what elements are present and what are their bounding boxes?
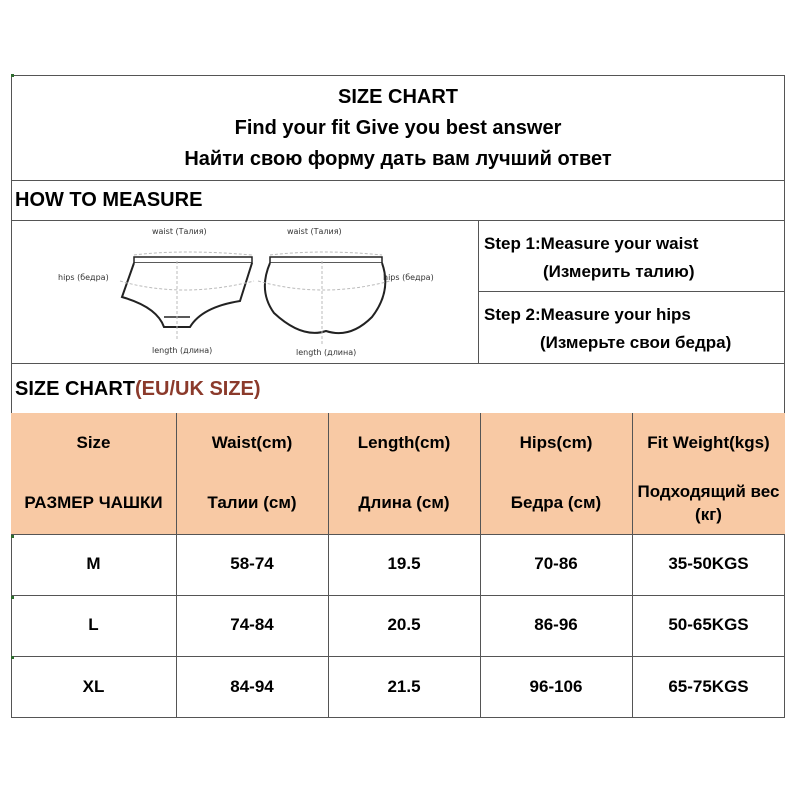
- front-brief-illustration: [120, 252, 254, 339]
- measure-diagram: [12, 221, 477, 362]
- back-brief-illustration: [258, 252, 390, 345]
- front-hips-label: hips (бедра): [58, 273, 109, 282]
- corner-dot: [11, 535, 14, 538]
- step2-en: Step 2:Measure your hips: [484, 305, 691, 324]
- size-table: [11, 413, 785, 718]
- table-header-cell: Hips(cm): [480, 413, 632, 473]
- header-title: SIZE CHART: [338, 86, 458, 108]
- step1-en: Step 1:Measure your waist: [484, 234, 699, 253]
- table-row-divider: [11, 534, 785, 535]
- table-cell: 84-94: [230, 676, 274, 696]
- back-hips-label: hips (бедра): [383, 273, 434, 282]
- table-cell: M: [86, 554, 101, 574]
- divider: [11, 180, 785, 181]
- table-header-cell: РАЗМЕР ЧАШКИ: [11, 473, 176, 534]
- step2-ru: (Измерьте свои бедра): [540, 333, 732, 352]
- table-cell: 21.5: [387, 676, 421, 696]
- step1-ru: (Измерить талию): [543, 262, 695, 281]
- table-header-cell: Fit Weight(kgs): [632, 413, 785, 473]
- table-header-cell: Бедра (см): [480, 473, 632, 534]
- header-block: [11, 75, 785, 180]
- table-header-cell: Длина (см): [328, 473, 480, 534]
- table-cell: 35-50KGS: [668, 554, 749, 574]
- table-column-divider: [176, 413, 177, 718]
- table-header-cell: Талии (см): [176, 473, 328, 534]
- table-cell: 19.5: [387, 554, 421, 574]
- table-cell: 70-86: [534, 554, 578, 574]
- corner-dot: [11, 656, 14, 659]
- front-waist-label: waist (Талия): [152, 227, 207, 236]
- table-cell: L: [88, 615, 99, 635]
- table-cell: 86-96: [534, 615, 578, 635]
- table-cell: 50-65KGS: [668, 615, 749, 635]
- table-column-divider: [632, 413, 633, 718]
- table-cell: 20.5: [387, 615, 421, 635]
- corner-dot: [11, 596, 14, 599]
- back-waist-label: waist (Талия): [287, 227, 342, 236]
- corner-dot: [11, 74, 14, 77]
- divider: [478, 291, 785, 292]
- table-column-divider: [480, 413, 481, 718]
- how-to-measure-heading: HOW TO MEASURE: [15, 189, 203, 211]
- table-cell: 96-106: [529, 676, 583, 696]
- header-subtitle-en: Find your fit Give you best answer: [234, 117, 562, 139]
- table-cell: 58-74: [230, 554, 274, 574]
- table-row-divider: [11, 595, 785, 596]
- table-row-divider: [11, 656, 785, 657]
- table-header-cell: Length(cm): [328, 413, 480, 473]
- table-cell: 74-84: [230, 615, 274, 635]
- back-length-label: length (длина): [296, 348, 357, 357]
- header-subtitle-ru: Найти свою форму дать вам лучший ответ: [184, 148, 612, 170]
- table-cell: XL: [82, 676, 105, 696]
- front-length-label: length (длина): [152, 346, 213, 355]
- divider: [11, 363, 785, 364]
- size-chart-heading: SIZE CHART(EU/UK SIZE): [15, 378, 261, 400]
- table-header-cell: Waist(cm): [176, 413, 328, 473]
- table-header-cell: Подходящий вес (кг): [632, 473, 785, 534]
- table-column-divider: [328, 413, 329, 718]
- table-header-cell: Size: [11, 413, 176, 473]
- table-cell: 65-75KGS: [668, 676, 749, 696]
